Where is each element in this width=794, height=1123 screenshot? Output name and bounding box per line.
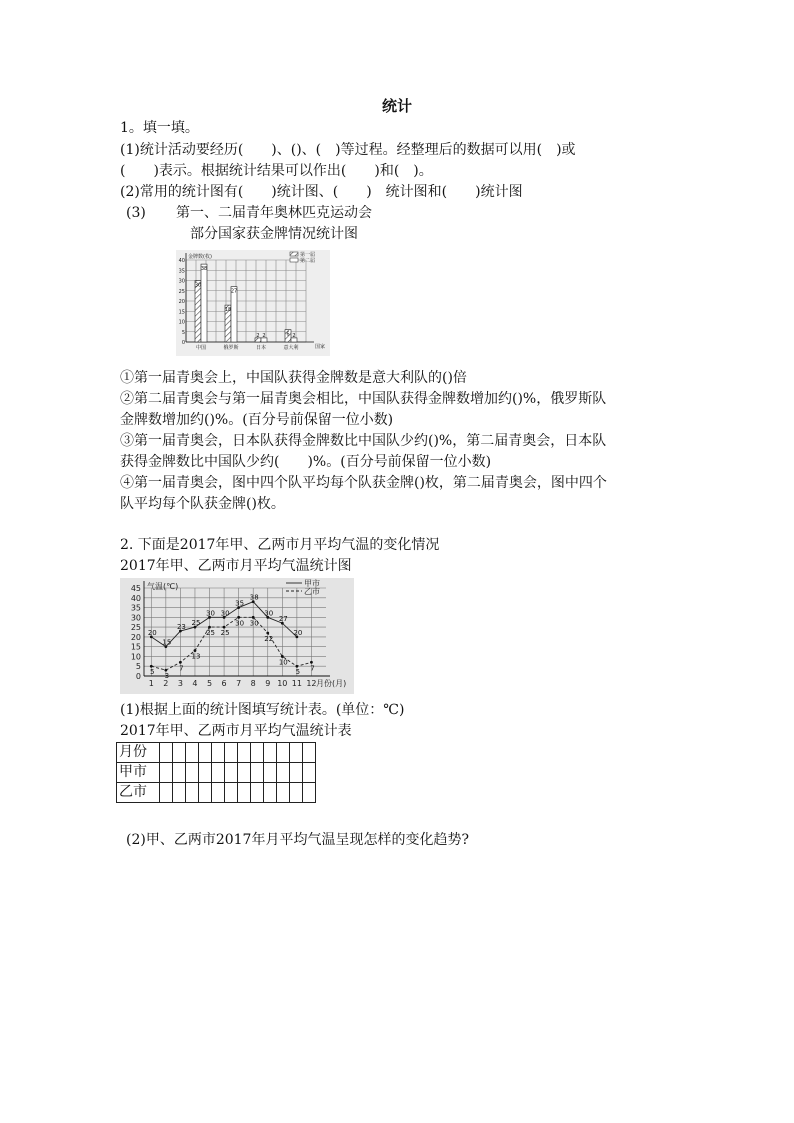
chart2-y-tick: 15	[130, 642, 141, 652]
table-blank-cell[interactable]	[238, 743, 251, 763]
chart2-data-label: 22	[264, 634, 274, 643]
table-blank-cell[interactable]	[160, 763, 173, 783]
chart2-x-label: 月份(月)	[316, 679, 347, 688]
chart2-data-label: 3	[164, 672, 170, 681]
chart2-x-tick: 5	[206, 679, 213, 688]
medal-bar-chart	[176, 250, 330, 356]
table-blank-cell[interactable]	[212, 743, 225, 763]
chart1-category-label: 意大利	[283, 345, 299, 351]
chart2-point	[208, 626, 211, 629]
chart2-point	[223, 626, 226, 629]
table-row	[117, 743, 316, 763]
table-blank-cell[interactable]	[199, 763, 212, 783]
table-row-label: 月份	[117, 743, 160, 763]
chart1-y-tick: 20	[178, 299, 185, 305]
chart2-data-label: 20	[147, 628, 157, 637]
table-blank-cell[interactable]	[186, 743, 199, 763]
q1-p1-line1: (1)统计活动要经历( )、()、( )等过程。经整理后的数据可以用( )或	[120, 142, 576, 158]
chart2-data-label: 30	[206, 609, 215, 618]
q2-heading: 2. 下面是2017年甲、乙两市月平均气温的变化情况	[120, 537, 440, 553]
table-blank-cell[interactable]	[173, 743, 186, 763]
chart2-data-label: 23	[176, 623, 186, 632]
table-blank-cell[interactable]	[264, 743, 277, 763]
chart2-y-tick: 35	[130, 603, 141, 613]
q1-s4-line2: 队平均每个队获金牌()枚。	[120, 496, 285, 512]
q1-s2-line2: 金牌数增加约()%。(百分号前保留一位小数)	[120, 412, 394, 428]
chart2-data-label: 30	[264, 609, 274, 618]
medal-bar-chart-svg	[176, 250, 330, 356]
chart2-data-label: 15	[162, 638, 172, 647]
chart2-x-tick: 7	[236, 679, 242, 688]
chart1-x-label: 国家	[315, 344, 326, 350]
chart2-x-tick: 12	[306, 679, 317, 688]
chart1-data-label: 2	[292, 332, 296, 339]
chart2-x-tick: 6	[221, 679, 227, 688]
table-blank-cell[interactable]	[251, 743, 264, 763]
chart1-title-line2: 部分国家获金牌情况统计图	[190, 226, 358, 242]
chart2-x-tick: 11	[291, 679, 302, 688]
chart2-point	[150, 665, 153, 668]
table-row	[117, 783, 316, 803]
table-blank-cell[interactable]	[173, 763, 186, 783]
chart2-x-tick: 2	[163, 679, 169, 688]
table-blank-cell[interactable]	[173, 783, 186, 803]
q1-s2-line1: ②第二届青奥会与第一届青奥会相比，中国队获得金牌数增加约()%，俄罗斯队	[120, 391, 607, 407]
table-blank-cell[interactable]	[186, 783, 199, 803]
chart1-y-tick: 5	[181, 329, 185, 336]
table-blank-cell[interactable]	[238, 783, 251, 803]
chart2-point	[252, 616, 255, 619]
chart1-bar-second	[231, 287, 237, 342]
chart2-y-tick: 20	[130, 632, 141, 642]
chart2-data-label: 30	[249, 619, 259, 628]
table-blank-cell[interactable]	[251, 763, 264, 783]
chart1-data-label: 18	[224, 307, 232, 314]
temperature-line-chart	[120, 578, 354, 694]
chart1-bar-first	[195, 281, 201, 343]
chart1-y-tick: 15	[178, 309, 185, 316]
chart2-x-tick: 10	[277, 679, 288, 688]
chart2-legend-label: 甲市	[304, 579, 320, 588]
table-row-label: 乙市	[117, 783, 160, 803]
chart1-category-label: 中国	[195, 345, 207, 351]
table-blank-cell[interactable]	[303, 763, 316, 783]
table-blank-cell[interactable]	[212, 783, 225, 803]
table-blank-cell[interactable]	[290, 763, 303, 783]
chart1-data-label: 6	[286, 331, 290, 338]
q2-sub2: (2)甲、乙两市2017年月平均气温呈现怎样的变化趋势?	[126, 832, 469, 848]
chart2-point	[295, 665, 298, 668]
chart2-data-label: 25	[206, 629, 215, 638]
chart1-category-label: 俄罗斯	[223, 345, 239, 351]
chart2-y-tick: 45	[130, 584, 141, 593]
q1-s3-line2: 获得金牌数比中国队少约( )%。(百分号前保留一位小数)	[120, 454, 492, 470]
chart2-data-label: 5	[295, 668, 301, 677]
chart1-y-tick: 25	[178, 288, 185, 295]
table-row-label: 甲市	[117, 763, 160, 783]
chart2-x-tick: 3	[177, 679, 183, 688]
chart2-data-label: 10	[278, 658, 288, 667]
chart2-x-tick: 4	[192, 679, 198, 688]
table-blank-cell[interactable]	[303, 783, 316, 803]
chart2-data-label: 7	[179, 664, 184, 673]
chart2-point	[281, 655, 284, 658]
table-row	[117, 763, 316, 783]
temperature-line-chart-svg	[120, 578, 354, 694]
table-blank-cell[interactable]	[199, 743, 212, 763]
chart1-data-label: 2	[262, 332, 266, 339]
chart2-point	[194, 649, 197, 652]
table-blank-cell[interactable]	[303, 743, 316, 763]
chart1-y-tick: 10	[178, 319, 185, 326]
chart2-point	[266, 632, 269, 635]
table-blank-cell[interactable]	[290, 743, 303, 763]
table-blank-cell[interactable]	[225, 743, 238, 763]
chart2-legend-label: 乙市	[304, 587, 320, 596]
chart2-y-tick: 30	[130, 613, 141, 623]
chart2-y-tick: 25	[130, 623, 141, 633]
table-blank-cell[interactable]	[264, 763, 277, 783]
chart1-y-label: 金牌数(枚)	[188, 254, 212, 260]
chart2-title: 2017年甲、乙两市月平均气温统计图	[120, 558, 352, 574]
chart2-y-tick: 40	[130, 593, 141, 603]
q1-p2: (2)常用的统计图有( )统计图、( ) 统计图和( )统计图	[120, 184, 523, 200]
chart2-data-label: 7	[310, 664, 315, 673]
table-blank-cell[interactable]	[290, 783, 303, 803]
chart2-y-tick: 0	[135, 672, 141, 681]
table-blank-cell[interactable]	[225, 763, 238, 783]
table-blank-cell[interactable]	[199, 783, 212, 803]
chart1-data-label: 30	[194, 282, 202, 289]
chart1-data-label: 2	[256, 332, 260, 339]
q1-s4-line1: ④第一届青奥会，图中四个队平均每个队获金牌()枚，第二届青奥会，图中四个	[120, 475, 607, 491]
chart1-y-tick: 0	[181, 340, 185, 346]
table-blank-cell[interactable]	[264, 783, 277, 803]
chart1-legend-label: 第二届	[300, 258, 316, 264]
chart2-point	[179, 661, 182, 664]
chart1-legend-swatch	[290, 252, 298, 256]
q1-s1: ①第一届青奥会上，中国队获得金牌数是意大利队的()倍	[120, 370, 467, 386]
chart2-point	[310, 661, 313, 664]
q1-p1-line2: ( )表示。根据统计结果可以作出( )和( )。	[120, 163, 433, 179]
table-blank-cell[interactable]	[186, 763, 199, 783]
chart2-data-label: 25	[220, 629, 230, 638]
chart2-data-label: 30	[220, 609, 230, 618]
chart2-data-label: 5	[150, 668, 155, 677]
chart1-legend-label: 第一届	[300, 252, 316, 258]
chart2-x-tick: 8	[250, 679, 256, 688]
chart1-data-label: 38	[200, 266, 208, 273]
chart1-bar-second	[201, 264, 207, 342]
chart2-data-label: 35	[235, 599, 245, 608]
chart2-data-label: 20	[293, 628, 303, 637]
table-blank-cell[interactable]	[277, 763, 290, 783]
chart1-legend-swatch	[290, 258, 298, 262]
q1-s3-line1: ③第一届青奥会，日本队获得金牌数比中国队少约()%，第二届青奥会，日本队	[120, 433, 607, 449]
table-blank-cell[interactable]	[212, 763, 225, 783]
chart2-x-tick: 9	[265, 679, 271, 688]
table-blank-cell[interactable]	[251, 783, 264, 803]
chart2-data-label: 38	[249, 593, 259, 602]
q1-heading: 1。填一填。	[120, 120, 199, 136]
chart2-data-label: 27	[278, 615, 288, 624]
chart1-category-label: 日本	[255, 345, 267, 351]
chart2-data-label: 25	[191, 619, 201, 628]
q1-p3-label: (3)	[126, 205, 146, 221]
chart2-data-label: 13	[191, 652, 201, 661]
chart1-y-tick: 30	[178, 278, 185, 285]
temperature-fill-table	[116, 742, 316, 803]
chart2-y-tick: 5	[135, 662, 141, 672]
chart2-point	[237, 616, 240, 619]
chart1-data-label: 27	[230, 288, 238, 295]
chart1-title-line1: 第一、二届青年奥林匹克运动会	[176, 205, 372, 221]
chart2-data-label: 30	[235, 619, 245, 628]
page-title: 统计	[381, 97, 412, 115]
chart2-y-label: 气温(℃)	[147, 582, 179, 591]
table-title: 2017年甲、乙两市月平均气温统计表	[120, 723, 352, 739]
chart1-y-tick: 40	[178, 258, 185, 264]
table-blank-cell[interactable]	[225, 783, 238, 803]
chart2-x-tick: 1	[148, 679, 154, 688]
table-blank-cell[interactable]	[160, 783, 173, 803]
table-blank-cell[interactable]	[238, 763, 251, 783]
chart2-point	[164, 669, 167, 672]
table-blank-cell[interactable]	[160, 743, 173, 763]
table-blank-cell[interactable]	[277, 743, 290, 763]
chart1-y-tick: 35	[178, 268, 185, 275]
table-blank-cell[interactable]	[277, 783, 290, 803]
q2-sub1: (1)根据上面的统计图填写统计表。(单位：℃)	[120, 702, 405, 718]
chart2-y-tick: 10	[130, 652, 141, 662]
